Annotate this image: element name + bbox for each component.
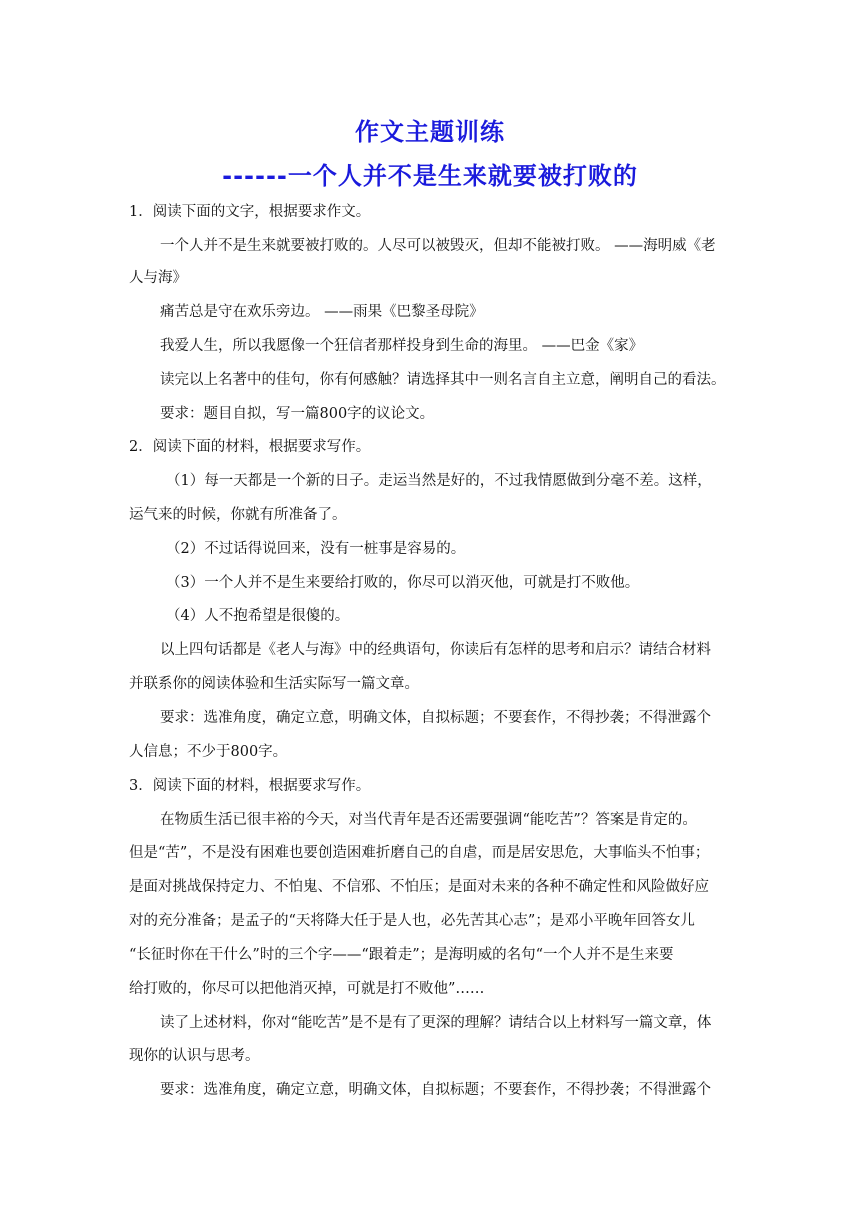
question-heading: 2．阅读下面的材料，根据要求写作。 xyxy=(129,439,371,455)
paragraph-line: 是面对挑战保持定力、不怕鬼、不信邪、不怕压；是面对未来的各种不确定性和风险做好应 xyxy=(129,879,709,895)
paragraph-line: “长征时你在干什么”时的三个字——“跟着走”；是海明威的名句“一个人并不是生来要 xyxy=(129,947,674,963)
paragraph-line: 在物质生活已很丰裕的今天，对当代青年是否还需要强调“能吃苦”？答案是肯定的。 xyxy=(160,812,697,828)
quote-line: 痛苦总是守在欢乐旁边。 ——雨果《巴黎圣母院》 xyxy=(160,304,484,320)
paragraph-line: 对的充分准备；是孟子的“天将降大任于是人也，必先苦其心志”；是邓小平晚年回答女儿 xyxy=(129,913,695,929)
paragraph-line: （3）一个人并不是生来要给打败的，你尽可以消灭他，可就是打不败他。 xyxy=(166,575,640,591)
paragraph-line: 人与海》 xyxy=(129,270,187,286)
question-heading: 1．阅读下面的文字，根据要求作文。 xyxy=(129,204,371,220)
requirement-line: 人信息；不少于800字。 xyxy=(129,744,288,760)
page-title: 作文主题训练 xyxy=(355,118,505,146)
requirement-line: 要求：选准角度，确定立意，明确文体，自拟标题；不要套作，不得抄袭；不得泄露个 xyxy=(160,710,711,726)
paragraph-line: 现你的认识与思考。 xyxy=(129,1048,260,1064)
paragraph-line: （2）不过话得说回来，没有一桩事是容易的。 xyxy=(166,541,466,557)
paragraph-line: 读完以上名著中的佳句，你有何感触？请选择其中一则名言自主立意，阐明自己的看法。 xyxy=(160,372,726,388)
paragraph-line: 运气来的时候，你就有所准备了。 xyxy=(129,507,347,523)
requirement-line: 要求：选准角度，确定立意，明确文体，自拟标题；不要套作，不得抄袭；不得泄露个 xyxy=(160,1082,711,1098)
paragraph-line: 但是“苦”，不是没有困难也要创造困难折磨自己的自虐，而是居安思危，大事临头不怕事； xyxy=(129,845,710,861)
paragraph-line: 以上四句话都是《老人与海》中的经典语句，你读后有怎样的思考和启示？请结合材料 xyxy=(160,642,711,658)
paragraph-line: 读了上述材料，你对“能吃苦”是不是有了更深的理解？请结合以上材料写一篇文章，体 xyxy=(160,1015,712,1031)
paragraph-line: （1）每一天都是一个新的日子。走运当然是好的，不过我情愿做到分毫不差。这样， xyxy=(166,473,712,489)
paragraph-line: 给打败的，你尽可以把他消灭掉，可就是打不败他”…… xyxy=(129,981,485,997)
paragraph-line: 并联系你的阅读体验和生活实际写一篇文章。 xyxy=(129,676,419,692)
paragraph-line: 一个人并不是生来就要被打败的。人尽可以被毁灭，但却不能被打败。 ——海明威《老 xyxy=(160,238,716,254)
paragraph-line: （4）人不抱希望是很傻的。 xyxy=(166,608,350,624)
requirement-line: 要求：题目自拟，写一篇800字的议论文。 xyxy=(160,406,435,422)
page-subtitle: ------一个人并不是生来就要被打败的 xyxy=(222,162,638,190)
question-heading: 3．阅读下面的材料，根据要求写作。 xyxy=(129,778,371,794)
quote-line: 我爱人生，所以我愿像一个狂信者那样投身到生命的海里。 ——巴金《家》 xyxy=(160,338,644,354)
